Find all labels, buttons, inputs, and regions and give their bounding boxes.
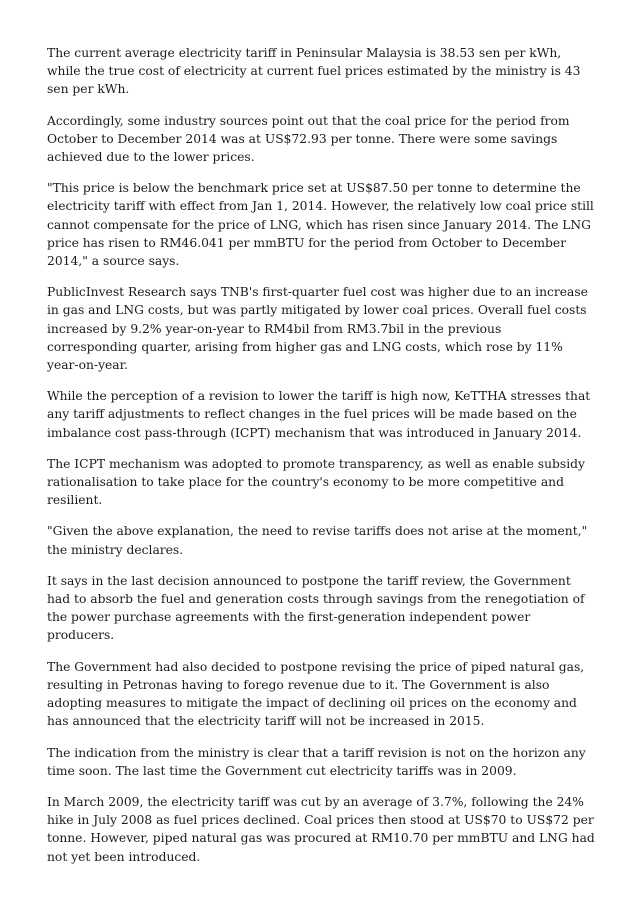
paragraph-publicinvest-research: PublicInvest Research says TNB's first-quarter fuel cost was higher due to an increase in gas and LNG costs, but was partly mitigated by lower coal prices. Overall fuel costs increased by 9.2% year-on-year to RM4bil from RM3.7bil in the previous corresponding quarter, arising from higher gas and LNG costs, which rose by 11% year-on-year. [47, 285, 588, 373]
document-page [47, 44, 595, 879]
paragraph-march-2009: In March 2009, the electricity tariff was cut by an average of 3.7%, following the 24% hike in July 2008 as fuel prices declined. Coal prices then stood at US$70 to US$72 per tonne. However, piped natural gas was procured at RM10.70 per mmBTU and LNG had not yet been introduced. [47, 794, 595, 864]
paragraph-government-absorb: It says in the last decision announced to postpone the tariff review, the Government had to absorb the fuel and generation costs through savings from the renegotiation of the power purchase agreements with the first-generation independent power producers. [47, 573, 585, 643]
paragraph-ministry-declaration: "Given the above explanation, the need to revise tariffs does not arise at the moment," the ministry declares. [47, 524, 588, 557]
paragraph-coal-price: Accordingly, some industry sources point out that the coal price for the period from October to December 2014 was at US$72.93 per tonne. There were some savings achieved due to the lower prices. [47, 113, 570, 165]
paragraph-piped-gas: The Government had also decided to postpone revising the price of piped natural gas, resulting in Petronas having to forego revenue due to it. The Government is also adopting measures to mitigate the impact of declining oil prices on the economy and has announced that the electricity tariff will not be increased in 2015. [47, 659, 585, 729]
paragraph-icpt-purpose: The ICPT mechanism was adopted to promote transparency, as well as enable subsidy rationalisation to take place for the country's economy to be more competitive and resilient. [47, 456, 585, 508]
paragraph-tariff-overview: The current average electricity tariff in Peninsular Malaysia is 38.53 sen per kWh, while the true cost of electricity at current fuel prices estimated by the ministry is 43 sen per kWh. [47, 46, 581, 97]
paragraph-tariff-horizon: The indication from the ministry is clear that a tariff revision is not on the horizon any time soon. The last time the Government cut electricity tariffs was in 2009. [47, 745, 586, 778]
paragraph-benchmark-quote: "This price is below the benchmark price set at US$87.50 per tonne to determine the electricity tariff with effect from Jan 1, 2014. However, the relatively low coal price still cannot compensate for the price of LNG, which has risen since January 2014. The LNG price has risen to RM46.041 per mmBTU for the period from October to December 2014," a source says. [47, 181, 594, 269]
paragraph-kettha-icpt: While the perception of a revision to lower the tariff is high now, KeTTHA stresses that any tariff adjustments to reflect changes in the fuel prices will be made based on the imbalance cost pass-through (ICPT) mechanism that was introduced in January 2014. [47, 389, 591, 440]
